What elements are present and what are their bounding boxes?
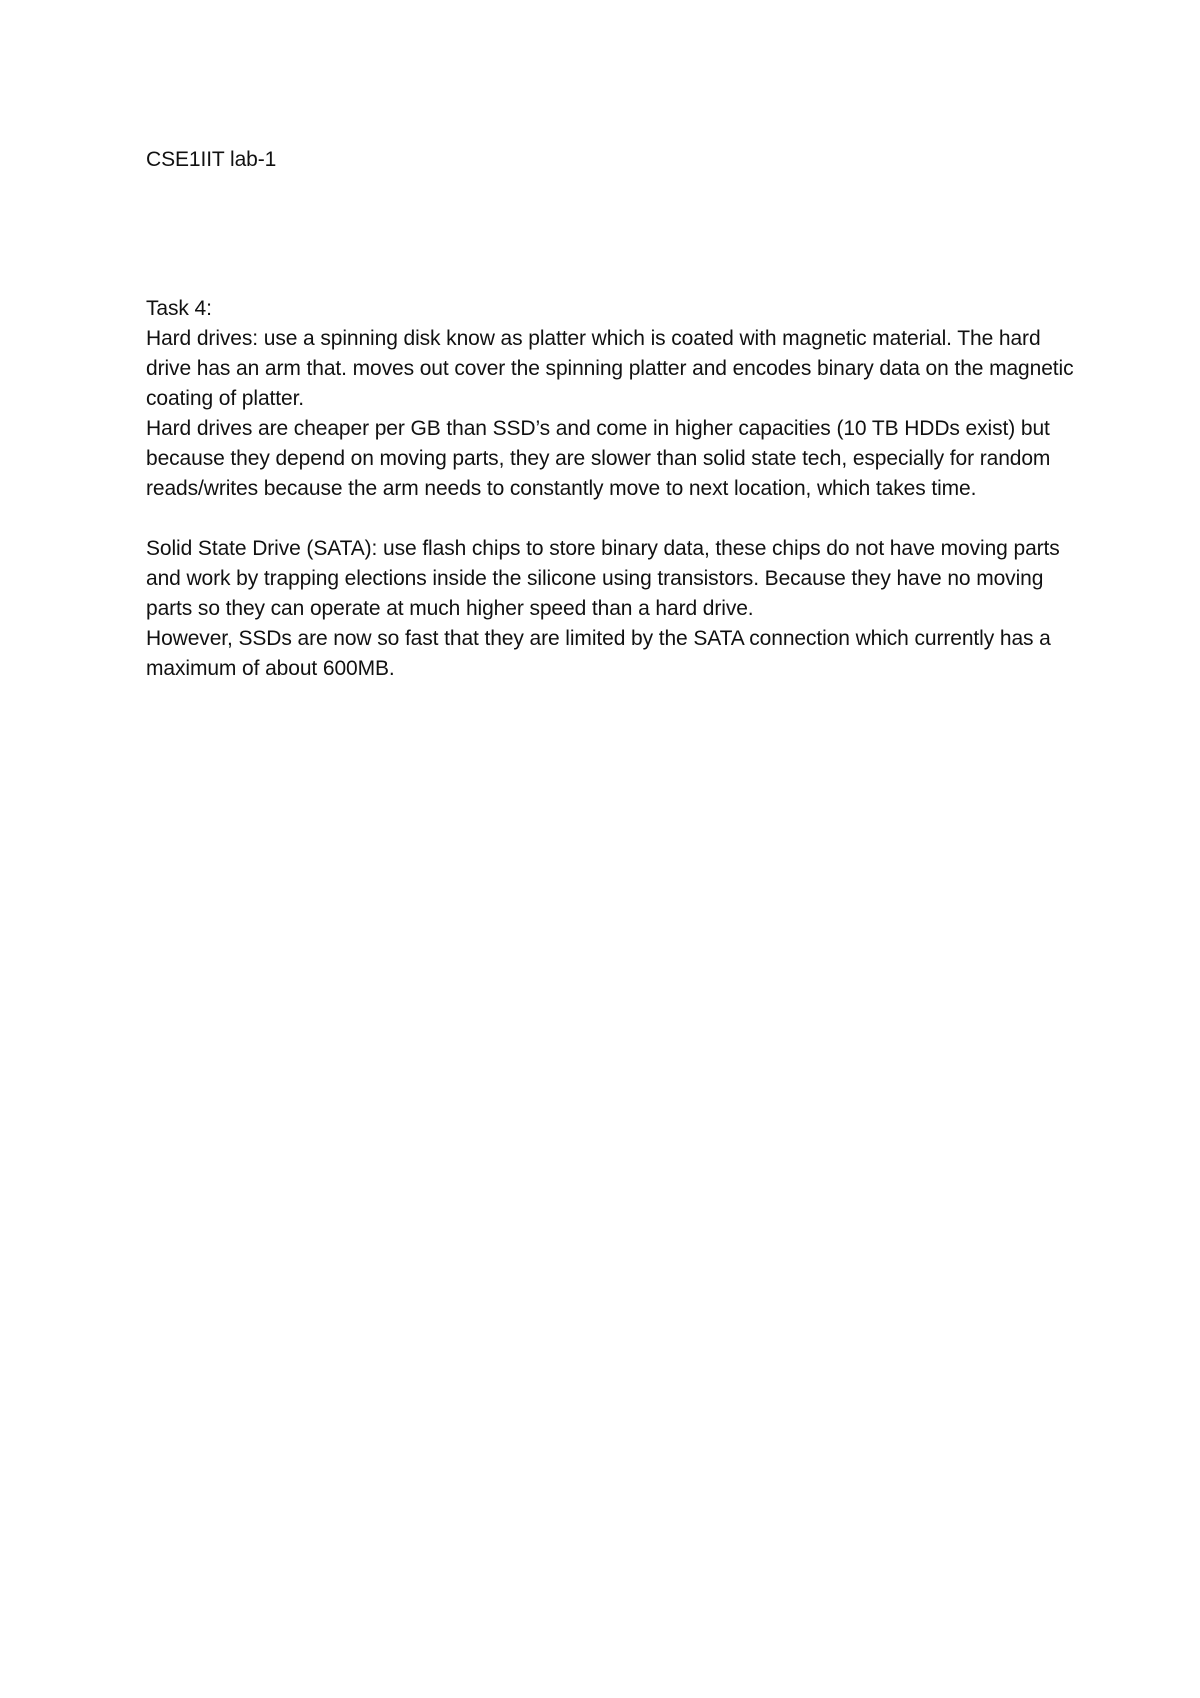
paragraph-ssd-intro: Solid State Drive (SATA): use flash chips to store binary data, these chips do not have moving parts and work by trapping elections inside the silicone using transistors. Because they have no moving parts so they can operate at much higher speed than a hard drive. bbox=[146, 537, 1060, 620]
paragraph-hard-drives-intro: Hard drives: use a spinning disk know as platter which is coated with magnetic material. The hard drive has an arm that. moves out cover the spinning platter and encodes binary data on the magnetic coating of platter. bbox=[146, 327, 1074, 410]
paragraph-spacer bbox=[146, 504, 1086, 534]
paragraph-hard-drives-cost: Hard drives are cheaper per GB than SSD’s and come in higher capacities (10 TB HDDs exist) but because they depend on moving parts, they are slower than solid state tech, especially for random reads/writes because the arm needs to constantly move to next location, which takes time. bbox=[146, 417, 1051, 500]
document-title: CSE1IIT lab-1 bbox=[146, 148, 277, 171]
task-heading: Task 4: bbox=[146, 297, 212, 320]
document-body bbox=[146, 145, 1086, 684]
paragraph-ssd-limit: However, SSDs are now so fast that they are limited by the SATA connection which currently has a maximum of about 600MB. bbox=[146, 627, 1051, 680]
